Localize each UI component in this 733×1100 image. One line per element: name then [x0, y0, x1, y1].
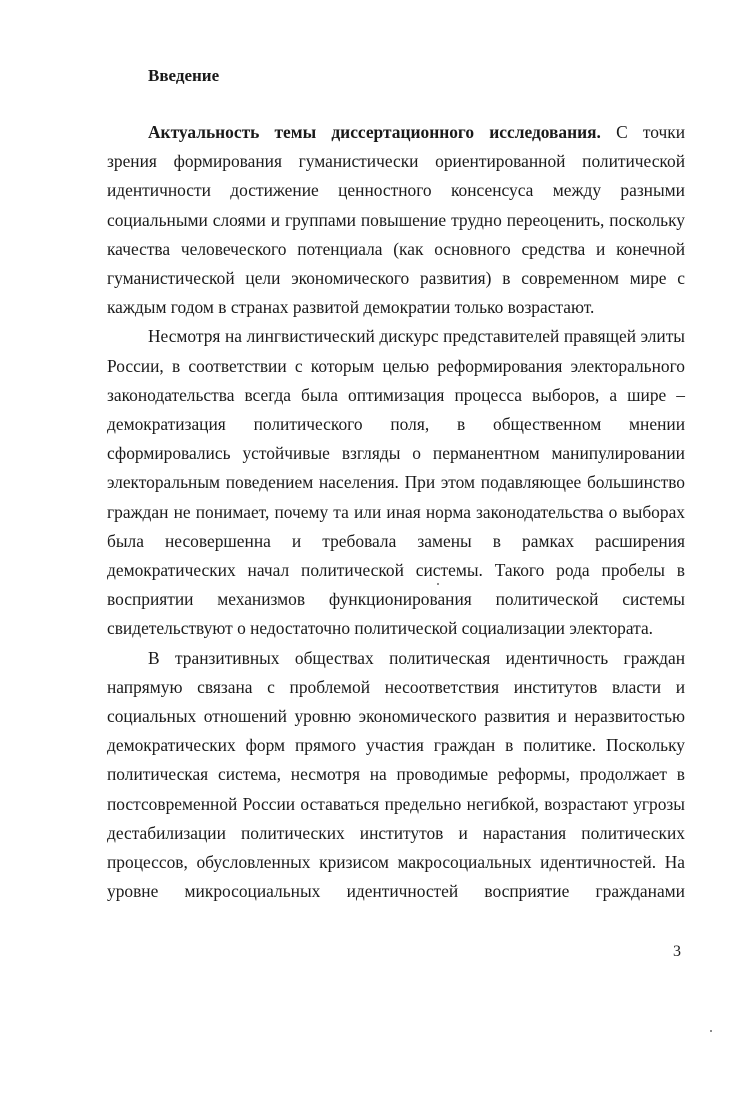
- paragraph-line: электоральным поведением населения. При этом подавляющее большинство: [107, 472, 685, 493]
- paragraph-line: постсовременной России оставаться предельно негибкой, возрастают угрозы: [107, 793, 685, 814]
- scan-speck: [437, 583, 439, 585]
- paragraph-line: Актуальность темы диссертационного исследования. С точки: [148, 122, 685, 142]
- paragraph-line: идентичности достижение ценностного консенсуса между разными: [107, 180, 685, 201]
- paragraph-line: законодательства всегда была оптимизация процесса выборов, а шире –: [107, 384, 685, 405]
- scan-speck: [710, 1030, 712, 1032]
- paragraph-line: социальных отношений уровню экономического развития и неразвитостью: [107, 706, 685, 727]
- paragraph-line: демократических форм прямого участия граждан в политике. Поскольку: [107, 735, 685, 756]
- paragraph-line: Несмотря на лингвистический дискурс представителей правящей элиты: [148, 326, 685, 347]
- paragraph-lead: Актуальность темы диссертационного исследования.: [148, 122, 601, 142]
- paragraph-line: демократических начал политической системы. Такого рода пробелы в: [107, 560, 685, 581]
- paragraph-line: восприятии механизмов функционирования политической системы: [107, 589, 685, 610]
- section-heading: Введение: [148, 66, 220, 85]
- paragraph-2: [107, 322, 685, 643]
- paragraph-line: граждан не понимает, почему та или иная норма законодательства о выборах: [107, 501, 685, 522]
- paragraph-line: политическая система, несмотря на проводимые реформы, продолжает в: [107, 764, 685, 785]
- paragraph-line: сформировались устойчивые взгляды о перманентном манипулировании: [107, 443, 685, 464]
- paragraph-line: каждым годом в странах развитой демократии только возрастают.: [107, 297, 595, 318]
- paragraph-line: процессов, обусловленных кризисом макросоциальных идентичностей. На: [107, 852, 685, 873]
- paragraph-3: [107, 644, 685, 907]
- paragraph-line: была несовершенна и требовала замены в рамках расширения: [107, 530, 685, 551]
- paragraph-line: уровне микросоциальных идентичностей восприятие гражданами: [107, 881, 685, 902]
- body-text: [107, 118, 685, 906]
- paragraph-line: социальными слоями и группами повышение трудно переоценить, поскольку: [107, 209, 685, 230]
- paragraph-1: [107, 118, 685, 322]
- paragraph-line: зрения формирования гуманистически ориентированной политической: [107, 151, 685, 172]
- paragraph-line: В транзитивных обществах политическая идентичность граждан: [148, 647, 685, 668]
- paragraph-line: гуманистической цели экономического развития) в современном мире с: [107, 268, 685, 289]
- paragraph-line: напрямую связана с проблемой несоответствия институтов власти и: [107, 676, 685, 697]
- paragraph-line: качества человеческого потенциала (как основного средства и конечной: [107, 238, 685, 259]
- paragraph-line: России, в соответствии с которым целью реформирования электорального: [107, 355, 685, 376]
- page-number: 3: [673, 943, 681, 960]
- paragraph-line: дестабилизации политических институтов и нарастания политических: [107, 822, 685, 843]
- paragraph-line: свидетельствуют о недостаточно политической социализации электората.: [107, 618, 654, 639]
- paragraph-line: демократизация политического поля, в общественном мнении: [107, 414, 685, 435]
